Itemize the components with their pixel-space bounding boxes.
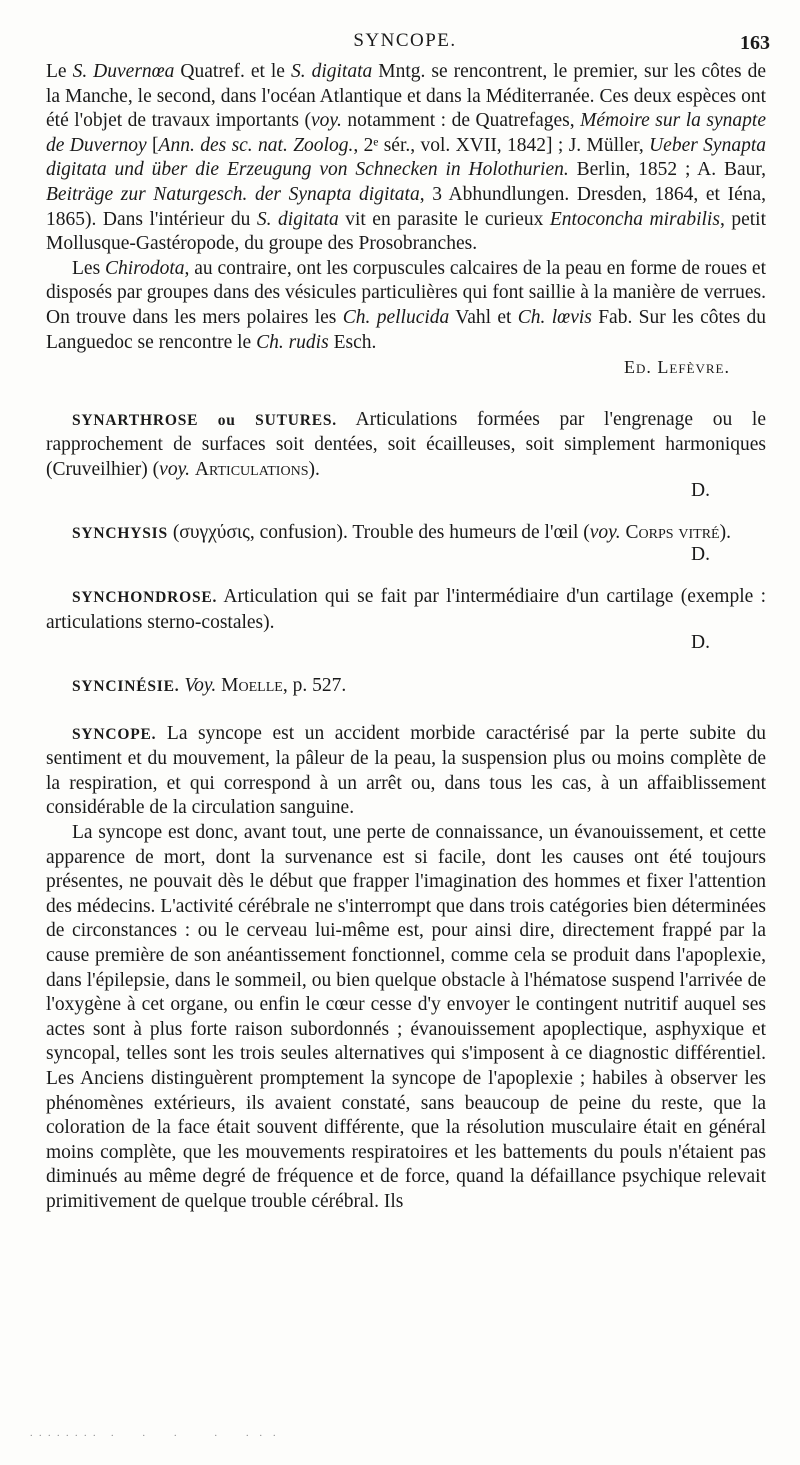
entry-term: SYNCOPE. <box>72 725 157 743</box>
synapta-paragraph-1 <box>46 60 766 257</box>
text-run: Mntg. se rencontrent, le premier, sur les côtes de la Manche, le second, dans l'océan Atlantique et dans la Méditerranée. Ces deux espèces ont été l'objet de travaux importants ( <box>46 61 766 132</box>
footer-scan-marks: . . . . . . . . . . . . . . . <box>30 1428 278 1439</box>
entry-syncinesie <box>46 674 766 700</box>
text-run: , au contraire, ont les corpuscules calcaires de la peau en forme de roues et disposés par groupes dans des vésicules particulières qui font saillie à la manière de verrues. On trouve dans les mers polaires les <box>46 257 766 328</box>
text-run: (συγχύσις, confusion). Trouble des humeurs de l'œil ( <box>167 522 590 544</box>
entry-term: SYNCHYSIS <box>72 525 168 543</box>
work-title: Mémoire sur la synapte de Duvernoy <box>46 110 766 156</box>
species-name: Ch. lœvis <box>517 306 592 328</box>
page-number: 163 <box>740 32 770 54</box>
text-run: , petit Mollusque-Gastéropode, du groupe des Prosobranches. <box>46 208 766 255</box>
voy-ref: voy. <box>589 522 621 544</box>
text-run: Les <box>72 257 106 279</box>
cross-reference: Articulations <box>194 458 309 480</box>
species-name: Ch. rudis <box>256 331 329 353</box>
text-run: [ <box>146 134 159 156</box>
work-title: Beiträge zur Naturgesch. der Synapta digitata <box>46 183 420 205</box>
author-name: Ed. Lefèvre. <box>624 357 730 378</box>
text-run: Esch. <box>328 331 377 353</box>
work-title: Ueber Synapta digitata und über die Erzeugung von Schnecken in Holothurien. <box>46 134 766 181</box>
text-run: La syncope est un accident morbide caractérisé par la perte subite du sentiment et du mouvement, la pâleur de la peau, la suspension plus ou moins complète de la respiration, et qui correspond à un arrêt ou, dans tous les cas, à un affaiblissement considérable de la circulation sanguine. <box>46 722 766 819</box>
text-run: Articulations formées par l'engrenage ou le rapprochement de surfaces soit dentées, soit écailleuses, soit simplement harmoniques (Cruveilhier) ( <box>46 408 766 480</box>
running-title: SYNCOPE. <box>353 30 457 51</box>
voy-ref: voy. <box>159 458 191 480</box>
text-run: Quatref. et le <box>174 61 291 82</box>
text-run: Vahl et <box>449 306 518 328</box>
text-run: ). <box>308 458 320 480</box>
text-run: Berlin, 1852 ; A. Baur, <box>568 159 766 181</box>
entry-synchysis <box>46 521 766 547</box>
entry-signature: D. <box>691 632 710 654</box>
voy-ref: Voy. <box>184 675 217 697</box>
text-run: vit en parasite le curieux <box>338 208 550 230</box>
text-run: , 2ᵉ sér., vol. XVII, 1842] ; J. Müller, <box>353 134 650 156</box>
entry-synchondrose <box>46 585 766 635</box>
entry-syncope <box>46 722 766 821</box>
page-header <box>40 30 770 56</box>
genus-name: Chirodota <box>105 257 185 279</box>
synapta-paragraph-2 <box>46 257 766 355</box>
text-run: Le <box>46 61 73 82</box>
text-run: Articulation qui se fait par l'intermédiaire d'un cartilage (exemple : articulations sterno-costales). <box>46 586 766 633</box>
page-body <box>46 60 766 1215</box>
entry-term: SYNCINÉSIE. <box>72 678 180 696</box>
entry-signature: D. <box>691 543 710 565</box>
syncope-paragraph-2: La syncope est donc, avant tout, une perte de connaissance, un évanouissement, et cette apparence de mort, dont la survenance est si facile, dont les causes ont été toujours présentes, ne pouvait dès le début que frapper l'imagination des hommes et fixer l'attention des médecins. L'activité cérébrale ne s'interrompt que dans trois catégories bien déterminées de circonstances : ou le cerveau lui-même est, pour ainsi dire, directement frappé par la cause première de son anéantissement fonctionnel, comme cela se produit dans l'apoplexie, dans l'épilepsie, dans le sommeil, ou bien quelque obstacle à l'hématose suspend l'arrivée de l'oxygène à cet organe, ou enfin le cœur cesse d'y envoyer le contingent nutritif auquel ses actes sont à plus forte raison subordonnés ; évanouissement apoplectique, asphyxique et syncopal, telles sont les trois seules alternatives qui s'imposent à ce diagnostic différentiel. Les Anciens distinguèrent promptement la syncope de l'apoplexie ; habiles à observer les phénomènes extérieurs, ils avaient constaté, sans beaucoup de peine du reste, que la coloration de la face était souvent différente, que la résolution musculaire était en général moins complète, que les mouvements respiratoires et les battements du pouls n'étaient pas diminués au même degré de fréquence et de force, quand la défaillance psychique relevait primitivement de quelque trouble cérébral. Ils <box>46 822 766 1212</box>
text-run: , p. 527. <box>282 675 347 697</box>
voy-ref: voy. <box>311 110 342 132</box>
author-signature <box>46 355 766 382</box>
species-name: Entoconcha mirabilis <box>549 208 720 230</box>
species-name: S. Duvernœa <box>72 61 175 82</box>
species-name: S. digitata <box>290 61 373 82</box>
entry-term: SYNCHONDROSE. <box>72 589 218 607</box>
species-name: S. digitata <box>256 208 339 230</box>
cross-reference: Moelle <box>221 675 283 697</box>
entry-signature: D. <box>691 479 710 501</box>
journal-title: Ann. des sc. nat. Zoolog. <box>158 134 354 156</box>
cross-reference: Corps vitré <box>625 522 720 544</box>
text-run: notamment : de Quatrefages, <box>341 110 581 132</box>
species-name: Ch. pellucida <box>342 306 450 328</box>
entry-synarthrose <box>46 408 766 483</box>
text-run: ). <box>719 522 731 544</box>
text-run: Fab. Sur les côtes du Languedoc se rencontre le <box>46 306 767 353</box>
entry-term: SYNARTHROSE ou SUTURES. <box>72 411 337 429</box>
text-run: , 3 Abhundlungen. Dresden, 1864, et Iéna, 1865). Dans l'intérieur du <box>46 183 767 230</box>
